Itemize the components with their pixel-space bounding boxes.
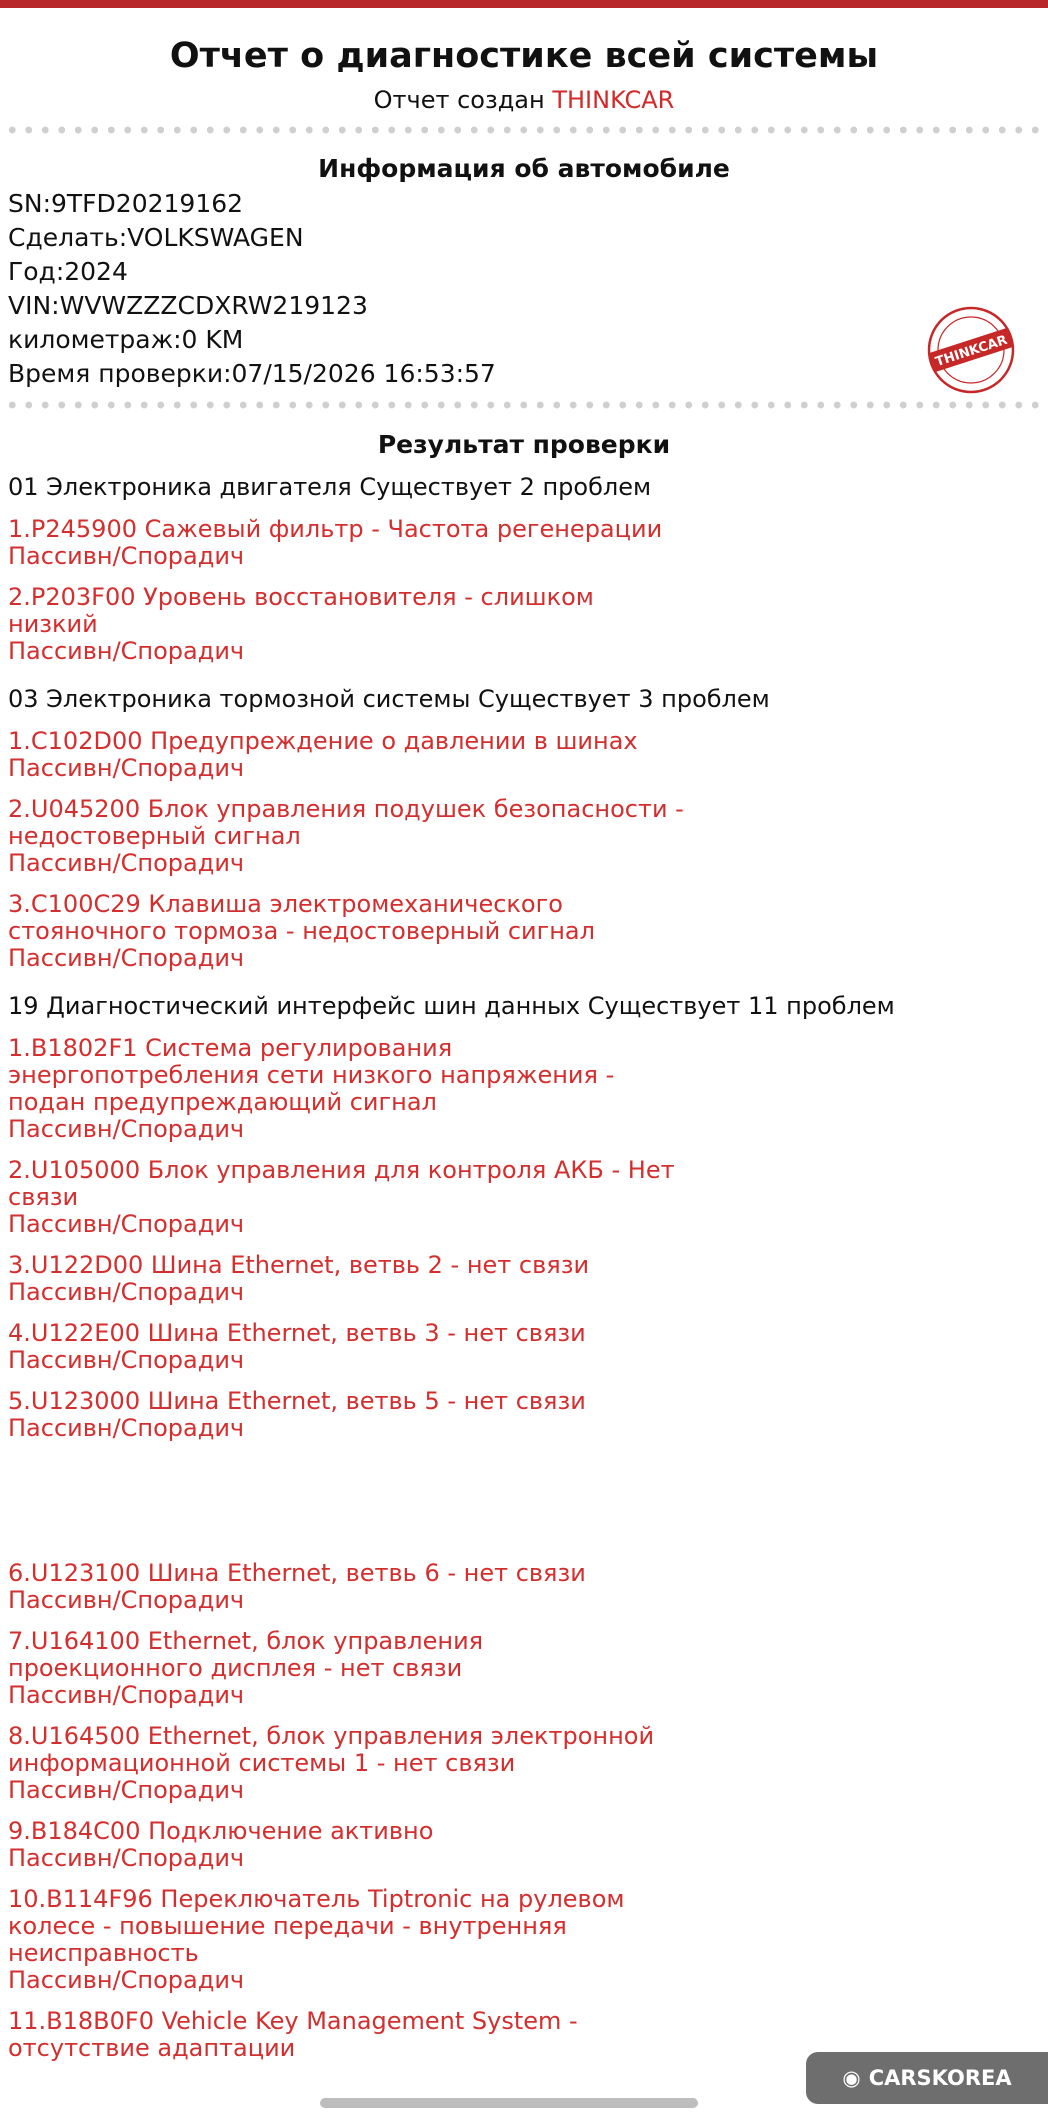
fault-status: Пассивн/Спорадич xyxy=(8,637,245,665)
system-header-brakes[interactable]: 03 Электроника тормозной системы Существует 3 проблем xyxy=(8,685,770,713)
fault-item[interactable] xyxy=(8,891,1038,972)
subtitle-brand[interactable]: THINKCAR xyxy=(552,86,675,114)
fault-description: 11.B18B0F0 Vehicle Key Management System - отсутствие адаптации xyxy=(8,2007,578,2062)
dotted-divider xyxy=(4,126,1044,134)
fault-status: Пассивн/Спорадич xyxy=(8,849,245,877)
fault-item[interactable] xyxy=(8,1628,1038,1709)
system-header-engine[interactable]: 01 Электроника двигателя Существует 2 проблем xyxy=(8,473,652,501)
dotted-divider xyxy=(4,401,1044,409)
fault-description: 5.U123000 Шина Ethernet, ветвь 5 - нет связи xyxy=(8,1387,586,1415)
vehicle-year: Год:2024 xyxy=(8,257,128,286)
fault-status: Пассивн/Спорадич xyxy=(8,1414,245,1442)
fault-item[interactable] xyxy=(8,1035,1038,1143)
system-header-data-bus[interactable]: 19 Диагностический интерфейс шин данных Существует 11 проблем xyxy=(8,992,895,1020)
fault-item[interactable] xyxy=(8,1723,1038,1804)
fault-description: 9.B184C00 Подключение активно xyxy=(8,1817,434,1845)
fault-description: 6.U123100 Шина Ethernet, ветвь 6 - нет связи xyxy=(8,1559,586,1587)
fault-status: Пассивн/Спорадич xyxy=(8,754,245,782)
fault-item[interactable] xyxy=(8,516,1038,570)
fault-item[interactable] xyxy=(8,796,1038,877)
fault-item[interactable] xyxy=(8,584,1038,665)
fault-description: 2.U045200 Блок управления подушек безопасности - недостоверный сигнал xyxy=(8,795,684,850)
fault-status: Пассивн/Спорадич xyxy=(8,542,245,570)
fault-description: 7.U164100 Ethernet, блок управления проекционного дисплея - нет связи xyxy=(8,1627,484,1682)
fault-status: Пассивн/Спорадич xyxy=(8,1776,245,1804)
fault-item[interactable] xyxy=(8,1818,1038,1872)
thinkcar-stamp-icon xyxy=(926,305,1016,395)
fault-item[interactable] xyxy=(8,728,1038,782)
fault-status: Пассивн/Спорадич xyxy=(8,1278,245,1306)
fault-description: 8.U164500 Ethernet, блок управления электронной информационной системы 1 - нет связи xyxy=(8,1722,655,1777)
report-title: Отчет о диагностике всей системы xyxy=(169,36,879,76)
results-heading: Результат проверки xyxy=(377,430,671,459)
fault-status: Пассивн/Спорадич xyxy=(8,1210,245,1238)
fault-description: 1.P245900 Сажевый фильтр - Частота регенерации xyxy=(8,515,663,543)
fault-item[interactable] xyxy=(8,1252,1038,1306)
carskorea-watermark xyxy=(806,2052,1048,2104)
results-list xyxy=(8,471,1038,2076)
fault-item[interactable] xyxy=(8,1886,1038,1994)
fault-description: 1.B1802F1 Система регулирования энергопотребления сети низкого напряжения - подан предупреждающий сигнал xyxy=(8,1034,615,1116)
home-indicator[interactable] xyxy=(320,2098,698,2108)
fault-item[interactable] xyxy=(8,1388,1038,1442)
fault-status: Пассивн/Спорадич xyxy=(8,1966,245,1994)
vehicle-info-heading: Информация об автомобиле xyxy=(318,154,730,183)
top-accent-bar xyxy=(0,0,1048,8)
vehicle-make: Сделать:VOLKSWAGEN xyxy=(8,223,304,252)
fault-status: Пассивн/Спорадич xyxy=(8,1844,245,1872)
fault-status: Пассивн/Спорадич xyxy=(8,1115,245,1143)
watermark-text: CARSKOREA xyxy=(868,2066,1012,2090)
stamp-text: THINKCAR xyxy=(933,332,1010,371)
fault-description: 3.C100C29 Клавиша электромеханического стояночного тормоза - недостоверный сигнал xyxy=(8,890,595,945)
fault-description: 10.B114F96 Переключатель Tiptronic на рулевом колесе - повышение передачи - внутренняя неисправность xyxy=(8,1885,625,1967)
vehicle-vin: VIN:WVWZZZCDXRW219123 xyxy=(8,291,368,320)
fault-status: Пассивн/Спорадич xyxy=(8,1346,245,1374)
page-break-gap xyxy=(8,1456,1038,1560)
fault-description: 3.U122D00 Шина Ethernet, ветвь 2 - нет связи xyxy=(8,1251,590,1279)
vehicle-mileage: километраж:0 KM xyxy=(8,325,244,354)
vehicle-sn: SN:9TFD20219162 xyxy=(8,189,244,218)
fault-description: 2.P203F00 Уровень восстановителя - слишком низкий xyxy=(8,583,594,638)
fault-description: 1.C102D00 Предупреждение о давлении в шинах xyxy=(8,727,638,755)
fault-description: 2.U105000 Блок управления для контроля АКБ - Нет связи xyxy=(8,1156,675,1211)
fault-status: Пассивн/Спорадич xyxy=(8,1586,245,1614)
vehicle-info-list xyxy=(8,187,496,391)
fault-item[interactable] xyxy=(8,1560,1038,1614)
vehicle-check-time: Время проверки:07/15/2026 16:53:57 xyxy=(8,359,496,388)
fault-status: Пассивн/Спорадич xyxy=(8,1681,245,1709)
fault-description: 4.U122E00 Шина Ethernet, ветвь 3 - нет связи xyxy=(8,1319,586,1347)
fault-status: Пассивн/Спорадич xyxy=(8,944,245,972)
report-subtitle xyxy=(0,86,1048,114)
watermark-logo-icon: ◉ xyxy=(842,2066,861,2090)
subtitle-prefix: Отчет создан xyxy=(373,86,553,114)
fault-item[interactable] xyxy=(8,1157,1038,1238)
fault-item[interactable] xyxy=(8,1320,1038,1374)
